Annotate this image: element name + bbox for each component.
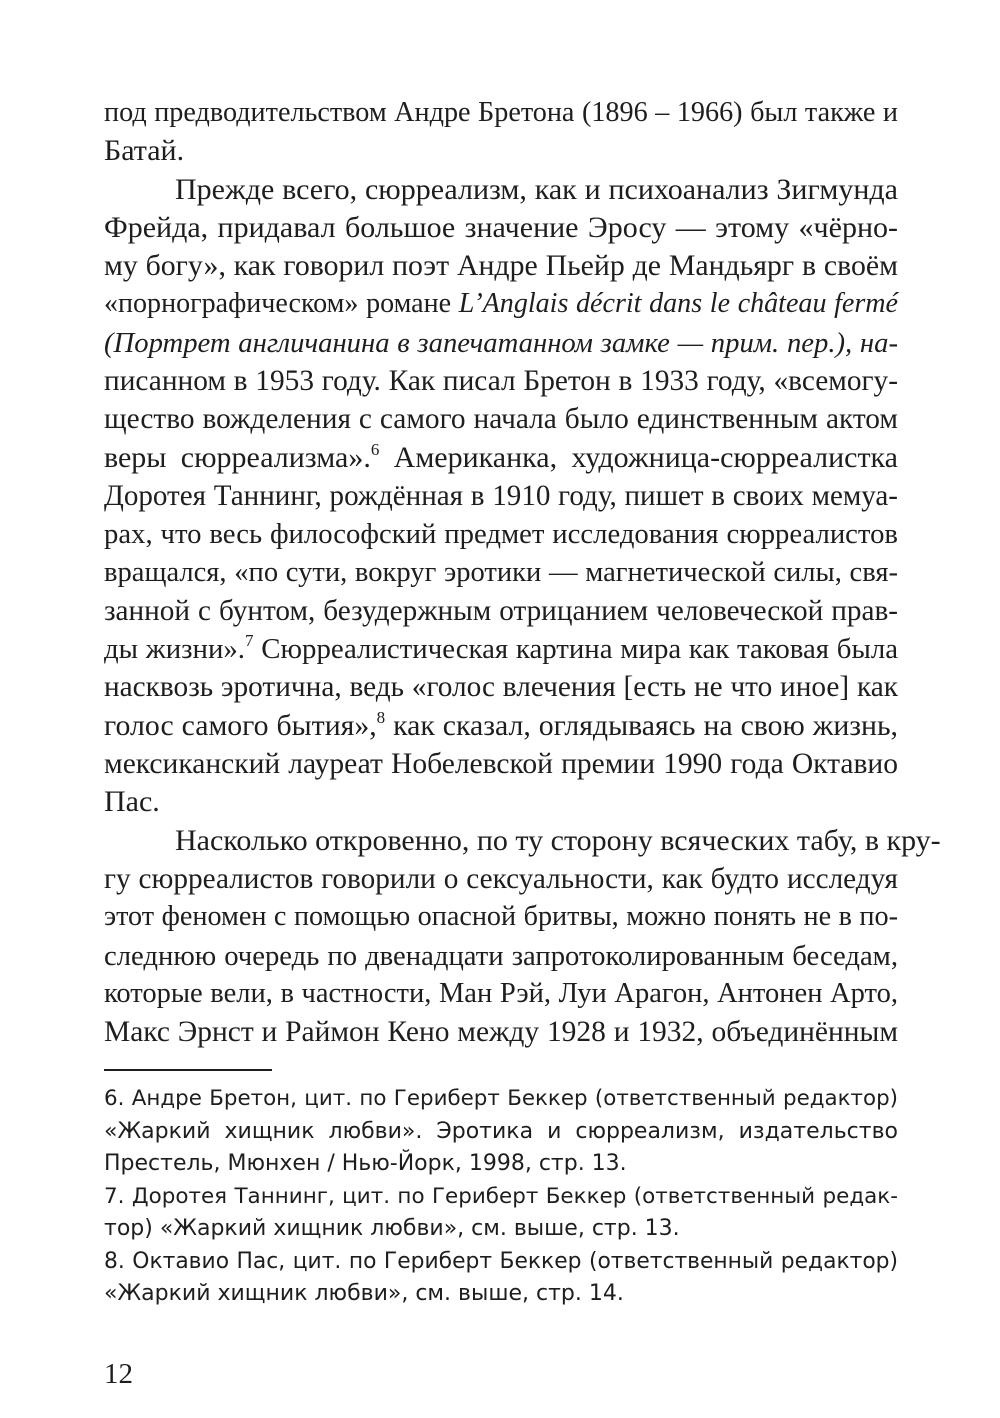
text-line: занной с бунтом, безудержным отрицанием человеческой прав- xyxy=(104,594,898,627)
text-line: насквозь эротична, ведь «голос влечения [есть не что иное] как xyxy=(104,671,898,704)
footnote-line: 6. Андре Бретон, цит. по Гериберт Беккер (ответственный редактор) xyxy=(104,1086,898,1111)
text-line: вращался, «по сути, вокруг эротики — магнетической силы, свя- xyxy=(104,556,898,588)
text-line: этот феномен с помощью опасной бритвы, можно понять не в по- xyxy=(104,901,898,933)
footnote-line: 7. Доротея Таннинг, цит. по Гериберт Беккер (ответственный редак- xyxy=(104,1183,898,1209)
footnote-line: 8. Октавио Пас, цит. по Гериберт Беккер (ответственный редактор) xyxy=(104,1248,898,1274)
paragraph-start-line: Прежде всего, сюрреализм, как и психоанализ Зигмунда xyxy=(175,172,898,206)
text-segment: Сюрреалистическая картина мира как таковая была xyxy=(253,633,899,666)
footnote-ref: 8 xyxy=(376,707,386,727)
text-line: которые вели, в частности, Ман Рэй, Луи Арагон, Антонен Арто, xyxy=(104,977,898,1009)
paragraph-start-line: Насколько откровенно, по ту сторону всяческих табу, в кру- xyxy=(175,823,941,857)
main-text xyxy=(104,94,941,1051)
text-line: Пас. xyxy=(104,785,160,819)
text-line: му богу», как говорил поэт Андре Пьейр де Мандьярг в своём xyxy=(104,249,898,283)
text-line: под предводительством Андре Бретона (1896 – 1966) был также и xyxy=(104,97,898,128)
italic-book-title: L’Anglais décrit dans le château fermé xyxy=(458,288,899,320)
footnotes xyxy=(104,1083,898,1311)
text-line xyxy=(104,707,898,745)
footnote-line: тор) «Жаркий хищник любви», см. выше, стр. 13. xyxy=(104,1216,680,1241)
text-line: гу сюрреалистов говорили о сексуальности, как будто исследуя xyxy=(104,862,898,895)
footnote-ref: 7 xyxy=(245,631,254,651)
text-line: Фрейда, придавал большое значение Эросу — этому «чёрно- xyxy=(104,210,898,244)
footnote-line: Престель, Мюнхен / Нью-Йорк, 1998, стр. 13. xyxy=(104,1151,627,1176)
text-line-italic: (Портрет англичанина в запечатанном замке — прим. пер.), на- xyxy=(104,326,898,359)
text-segment: веры сюрреализма». xyxy=(104,440,371,474)
text-line: Макс Эрнст и Раймон Кено между 1928 и 1932, объединённым xyxy=(104,1016,898,1049)
text-segment: «порнографическом» романе xyxy=(104,288,459,320)
text-line: Батай. xyxy=(104,134,185,168)
text-line xyxy=(104,439,898,477)
text-line: следнюю очередь по двенадцати запротоколированным беседам, xyxy=(104,939,898,972)
text-line xyxy=(104,630,898,668)
footnote-line: «Жаркий хищник любви». Эротика и сюрреализм, издательство xyxy=(104,1118,898,1144)
text-line: рах, что весь философский предмет исследования сюрреалистов xyxy=(104,518,898,551)
text-segment: как сказал, оглядываясь на свою жизнь, xyxy=(385,708,898,742)
text-line: писанном в 1953 году. Как писал Бретон в 1933 году, «всемогу- xyxy=(104,365,898,398)
footnote-ref: 6 xyxy=(370,439,380,459)
text-line: мексиканский лауреат Нобелевской премии 1990 года Октавио xyxy=(104,748,898,781)
text-line xyxy=(104,285,898,323)
text-line: щество вожделения с самого начала было единственным актом xyxy=(104,403,898,436)
page-number: 12 xyxy=(104,1358,133,1390)
text-segment: ды жизни». xyxy=(104,633,246,666)
footnote-divider xyxy=(104,1069,272,1071)
text-segment: голос самого бытия», xyxy=(104,708,377,742)
text-segment: Американка, художница-сюрреалистка xyxy=(379,440,898,474)
text-line: Доротея Таннинг, рождённая в 1910 году, пишет в своих мемуа- xyxy=(104,479,898,512)
footnote-line: «Жаркий хищник любви», см. выше, стр. 14. xyxy=(104,1281,624,1306)
